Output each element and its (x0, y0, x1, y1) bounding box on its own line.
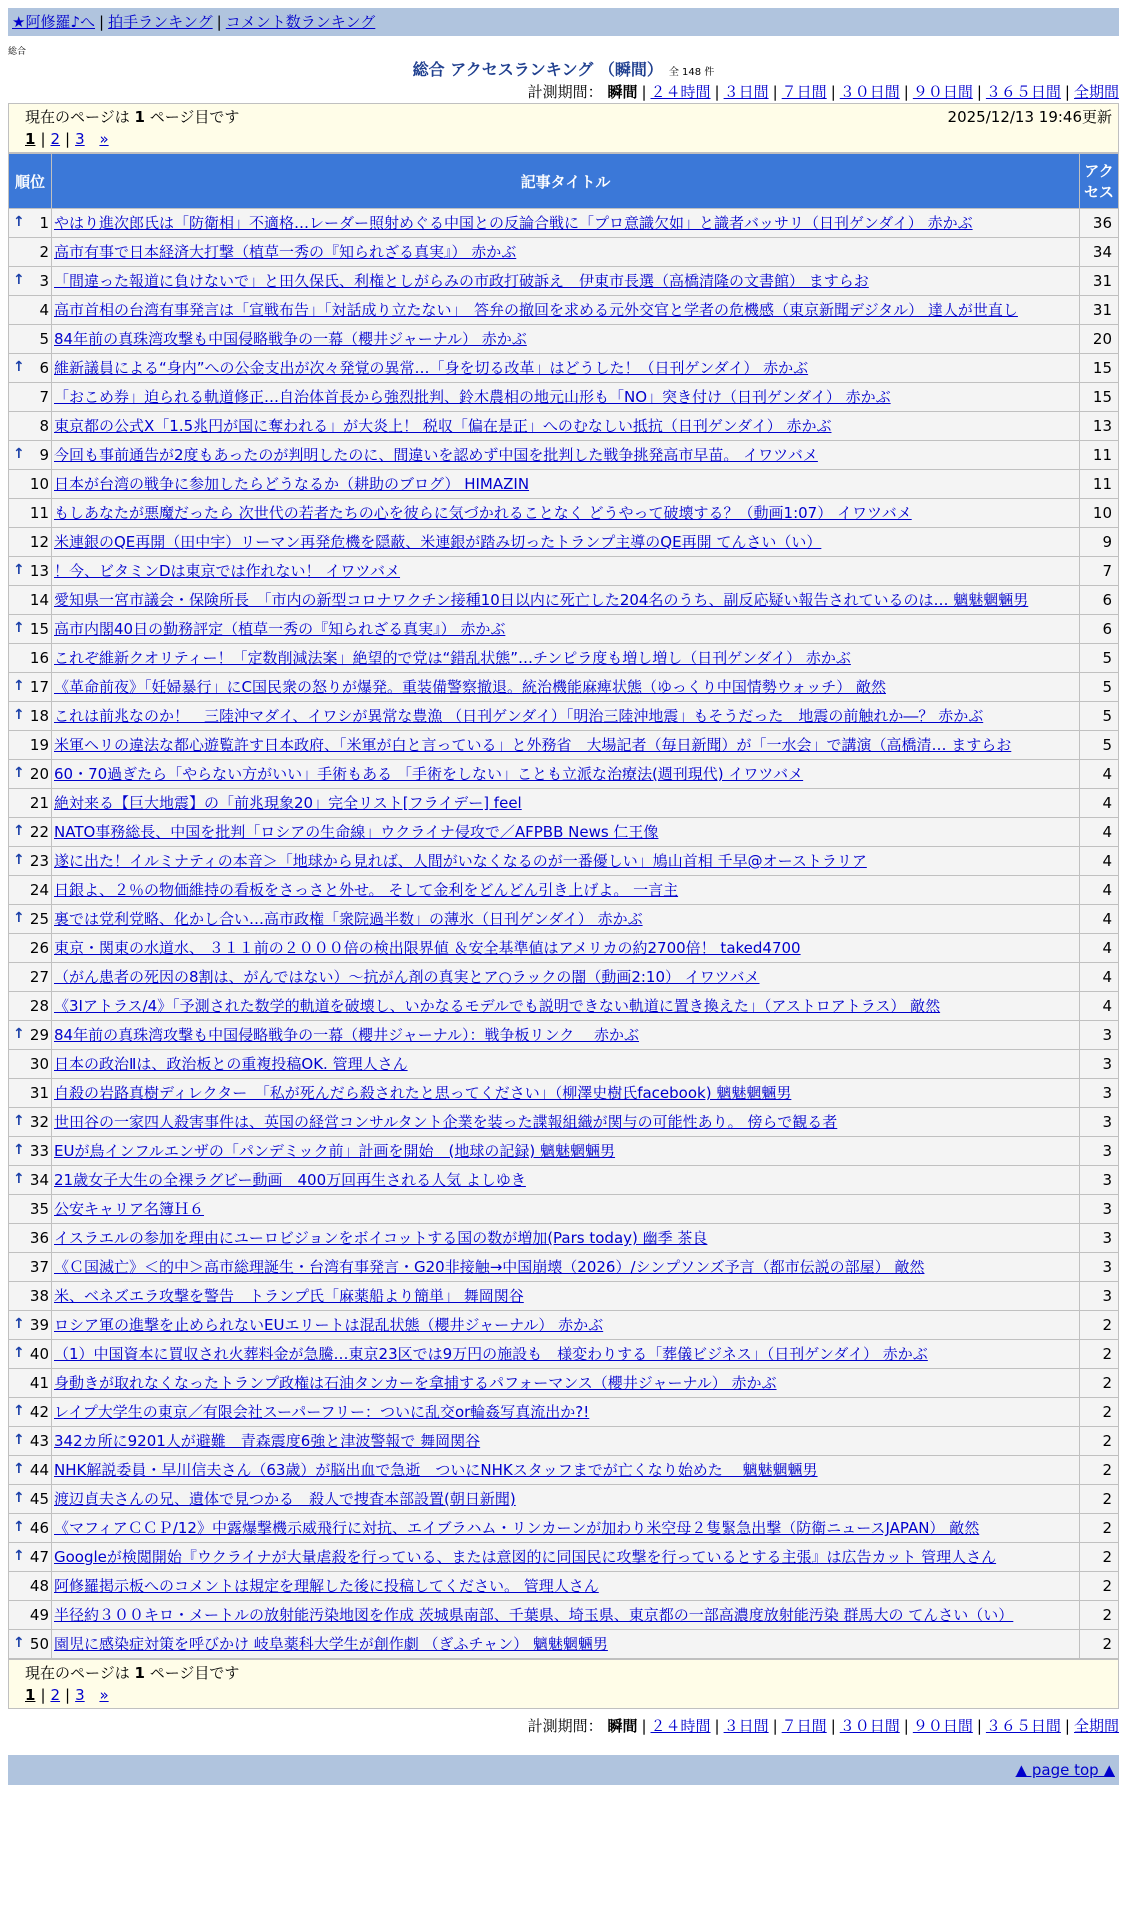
table-row (9, 1282, 1118, 1310)
table-row (9, 1079, 1118, 1107)
article-title-link[interactable]: もしあなたが悪魔だったら 次世代の若者たちの心を彼らに気づかれることなく どうやって破壊する？（動画1:07） イワツバメ (54, 504, 912, 522)
up-arrow-icon: ↑ (13, 1432, 25, 1448)
table-row (9, 934, 1118, 962)
rank-number: 43 (29, 1432, 49, 1450)
table-row (9, 1572, 1118, 1600)
article-title-link[interactable]: 裏では党利党略、化かし合い…高市政権「衆院過半数」の薄氷（日刊ゲンダイ） 赤かぶ (54, 910, 643, 928)
period-option[interactable]: 全期間 (1073, 1717, 1119, 1735)
up-arrow-icon: ↑ (13, 620, 25, 636)
period-option[interactable]: ３０日間 (839, 1717, 900, 1735)
article-title-link[interactable]: 維新議員による“身内”への公金支出が次々発覚の異常…「身を切る改革」はどうした！（日刊ゲンダイ） 赤かぶ (54, 359, 809, 377)
home-link[interactable]: ★阿修羅♪へ (12, 13, 96, 31)
rank-number: 10 (29, 475, 49, 493)
article-title-link[interactable]: 渡辺貞夫さんの兄、遺体で見つかる 殺人で捜査本部設置(朝日新聞) (54, 1490, 516, 1508)
article-title-link[interactable]: 日本の政治Ⅱは、政治板との重複投稿OK. 管理人さん (54, 1055, 408, 1073)
table-row (9, 1514, 1118, 1542)
access-count: 2 (1080, 1311, 1118, 1339)
article-title-link[interactable]: 阿修羅掲示板へのコメントは規定を理解した後に投稿してください。 管理人さん (54, 1577, 599, 1595)
period-option[interactable]: ３日間 (723, 83, 769, 101)
access-count: 4 (1080, 992, 1118, 1020)
access-count: 2 (1080, 1485, 1118, 1513)
period-label: 計測期間： (527, 1717, 608, 1735)
access-count: 2 (1080, 1340, 1118, 1368)
rank-number: 26 (29, 939, 49, 957)
page-link[interactable]: » (99, 130, 109, 148)
up-arrow-icon: ↑ (13, 1519, 25, 1535)
up-arrow-icon: ↑ (13, 1171, 25, 1187)
table-row (9, 731, 1118, 759)
rank-number: 47 (29, 1548, 49, 1566)
rank-number: 22 (29, 823, 49, 841)
rank-number: 30 (29, 1055, 49, 1073)
article-title-link[interactable]: 東京都の公式X「1.5兆円が国に奪われる」が大炎上！ 税収「偏在是正」へのむなしい抵抗（日刊ゲンダイ） 赤かぶ (54, 417, 832, 435)
article-title-link[interactable]: イスラエルの参加を理由にユーロビジョンをボイコットする国の数が増加(Pars today) 幽季 茶良 (54, 1229, 708, 1247)
rank-number: 21 (29, 794, 49, 812)
article-title-link[interactable]: 「間違った報道に負けないで」と田久保氏、利権としがらみの市政打破訴え 伊東市長選（高橋清隆の文書館） ますらお (54, 272, 869, 290)
access-count: 5 (1080, 673, 1118, 701)
access-count: 3 (1080, 1079, 1118, 1107)
access-count: 3 (1080, 1224, 1118, 1252)
table-row (9, 557, 1118, 585)
article-title-link[interactable]: 今回も事前通告が2度もあったのが判明したのに、間違いを認めず中国を批判した戦争挑発高市早苗。 イワツバメ (54, 446, 818, 464)
access-count: 6 (1080, 586, 1118, 614)
rank-number: 27 (29, 968, 49, 986)
up-arrow-icon: ↑ (13, 1490, 25, 1506)
up-arrow-icon: ↑ (13, 765, 25, 781)
page-link-current[interactable]: 1 (25, 1686, 36, 1704)
period-selector-top: 計測期間： 瞬間 | ２４時間 | ３日間 | ７日間 | ３０日間 | ９０日間 | ３６５日間 | 全期間 (527, 83, 1119, 101)
up-arrow-icon: ↑ (13, 1113, 25, 1129)
table-row (9, 760, 1118, 788)
up-arrow-icon: ↑ (13, 707, 25, 723)
table-row (9, 325, 1118, 353)
top-nav-bar: ★阿修羅♪へ | 拍手ランキング | コメント数ランキング (8, 8, 1119, 36)
access-count: 2 (1080, 1427, 1118, 1455)
access-count: 2 (1080, 1369, 1118, 1397)
rank-number: 3 (39, 272, 49, 290)
rank-number: 13 (29, 562, 49, 580)
updated-timestamp: 2025/12/13 19:46更新 (947, 108, 1112, 126)
article-title-link[interactable]: 世田谷の一家四人殺害事件は、英国の経営コンサルタント企業を装った諜報組織が関与の可能性あり。 傍らで観る者 (54, 1113, 838, 1131)
table-row (9, 789, 1118, 817)
table-row (9, 267, 1118, 295)
period-option[interactable]: ３６５日間 (985, 83, 1061, 101)
rank-number: 45 (29, 1490, 49, 1508)
access-header: アクセス (1080, 154, 1118, 208)
period-option[interactable]: ２４時間 (650, 83, 711, 101)
up-arrow-icon: ↑ (13, 446, 25, 462)
article-title-link[interactable]: 絶対来る【巨大地震】の「前兆現象20」完全リスト[フライデー] feel (54, 794, 522, 812)
access-count: 34 (1080, 238, 1118, 266)
access-count: 13 (1080, 412, 1118, 440)
up-arrow-icon: ↑ (13, 1461, 25, 1477)
table-row (9, 238, 1118, 266)
access-count: 3 (1080, 1253, 1118, 1281)
page-title-line (8, 59, 1119, 81)
article-title-link[interactable]: 遂に出た！イルミナティの本音＞「地球から見れば、人間がいなくなるのが一番優しい」鳩山首相 千早@オーストラリア (54, 852, 867, 870)
access-count: 20 (1080, 325, 1118, 353)
article-title-link[interactable]: 高市内閣40日の勤務評定（植草一秀の『知られざる真実』） 赤かぶ (54, 620, 506, 638)
period-option[interactable]: ９０日間 (912, 1717, 973, 1735)
page-link[interactable]: 2 (50, 130, 61, 148)
access-count: 9 (1080, 528, 1118, 556)
pagination-top: 1 | 2 | 3 » (25, 130, 109, 148)
table-row (9, 876, 1118, 904)
up-arrow-icon: ↑ (13, 562, 25, 578)
rank-number: 4 (39, 301, 49, 319)
article-title-link[interactable]: ！今、ビタミンDは東京では作れない！ イワツバメ (54, 562, 401, 580)
rank-number: 35 (29, 1200, 49, 1218)
table-row (9, 615, 1118, 643)
up-arrow-icon: ↑ (13, 1026, 25, 1042)
page-link[interactable]: 3 (75, 130, 85, 148)
rank-number: 39 (29, 1316, 49, 1334)
rank-number: 38 (29, 1287, 49, 1305)
article-title-link[interactable]: 84年前の真珠湾攻撃も中国侵略戦争の一幕（櫻井ジャーナル）：戦争板リンク 赤かぶ (54, 1026, 640, 1044)
access-count: 2 (1080, 1543, 1118, 1571)
table-row (9, 586, 1118, 614)
category-label: 総合 (8, 47, 27, 57)
page-link-current[interactable]: 1 (25, 130, 36, 148)
access-count: 2 (1080, 1398, 1118, 1426)
table-row (9, 1021, 1118, 1049)
rank-number: 32 (29, 1113, 49, 1131)
rank-number: 20 (29, 765, 49, 783)
table-row (9, 528, 1118, 556)
page-link[interactable]: » (99, 1686, 109, 1704)
rank-number: 40 (29, 1345, 49, 1363)
up-arrow-icon: ↑ (13, 1345, 25, 1361)
period-selector-bottom: 計測期間： 瞬間 | ２４時間 | ３日間 | ７日間 | ３０日間 | ９０日間 | ３６５日間 | 全期間 (527, 1717, 1119, 1735)
current-page-text-bottom: 現在のページは 1 ページ目です (25, 1664, 240, 1682)
period-option[interactable]: ９０日間 (912, 83, 973, 101)
title-header: 記事タイトル (52, 154, 1079, 208)
rank-number: 50 (29, 1635, 49, 1653)
access-count: 15 (1080, 383, 1118, 411)
article-title-link[interactable]: （がん患者の死因の8割は、がんではない）～抗がん剤の真実とア○ラックの闇（動画2:10） イワツバメ (54, 968, 760, 986)
up-arrow-icon: ↑ (13, 1403, 25, 1419)
rank-header: 順位 (9, 154, 51, 208)
access-count: 4 (1080, 905, 1118, 933)
access-count: 2 (1080, 1630, 1118, 1658)
table-row (9, 383, 1118, 411)
article-title-link[interactable]: NHK解説委員・早川信夫さん（63歳）が脳出血で急逝 ついにNHKスタッフまでが亡くなり始めた 魑魅魍魎男 (54, 1461, 818, 1479)
access-count: 4 (1080, 876, 1118, 904)
article-title-link[interactable]: 高市有事で日本経済大打撃（植草一秀の『知られざる真実』） 赤かぶ (54, 243, 517, 261)
table-row (9, 905, 1118, 933)
period-option: 瞬間 (607, 1717, 638, 1735)
table-row (9, 1398, 1118, 1426)
access-count: 31 (1080, 296, 1118, 324)
rank-number: 25 (29, 910, 49, 928)
access-count: 2 (1080, 1456, 1118, 1484)
article-title-link[interactable]: 21歳女子大生の全裸ラグビー動画 400万回再生される人気 よしゆき (54, 1171, 526, 1189)
period-option[interactable]: ２４時間 (650, 1717, 711, 1735)
table-row (9, 499, 1118, 527)
access-count: 5 (1080, 731, 1118, 759)
access-count: 3 (1080, 1021, 1118, 1049)
article-title-link[interactable]: ロシア軍の進撃を止められないEUエリートは混乱状態（櫻井ジャーナル） 赤かぶ (54, 1316, 604, 1334)
up-arrow-icon: ↑ (13, 1635, 25, 1651)
table-row (9, 702, 1118, 730)
rank-number: 2 (39, 243, 49, 261)
period-option[interactable]: ７日間 (781, 83, 827, 101)
up-arrow-icon: ↑ (13, 678, 25, 694)
page-info-box-bottom (8, 1659, 1119, 1709)
article-title-link[interactable]: 日本が台湾の戦争に参加したらどうなるか（耕助のブログ） HIMAZIN (54, 475, 530, 493)
comment-ranking-link[interactable]: コメント数ランキング (225, 13, 376, 31)
rank-number: 36 (29, 1229, 49, 1247)
table-row (9, 1137, 1118, 1165)
article-title-link[interactable]: これは前兆なのか！ 三陸沖マダイ、イワシが異常な豊漁 （日刊ゲンダイ）「明治三陸沖地震」もそうだった 地震の前触れか―？ 赤かぶ (54, 707, 984, 725)
article-title-link[interactable]: 60・70過ぎたら「やらない方がいい」手術もある 「手術をしない」ことも立派な治療法(週刊現代) イワツバメ (54, 765, 804, 783)
access-count: 4 (1080, 934, 1118, 962)
access-count: 4 (1080, 760, 1118, 788)
table-row (9, 354, 1118, 382)
up-arrow-icon: ↑ (13, 1142, 25, 1158)
rank-number: 24 (29, 881, 49, 899)
up-arrow-icon: ↑ (13, 359, 25, 375)
rank-number: 12 (29, 533, 49, 551)
table-row (9, 818, 1118, 846)
article-title-link[interactable]: 身動きが取れなくなったトランプ政権は石油タンカーを拿捕するパフォーマンス（櫻井ジャーナル） 赤かぶ (54, 1374, 777, 1392)
rank-number: 23 (29, 852, 49, 870)
article-title-link[interactable]: レイプ大学生の東京／有限会社スーパーフリー：ついに乱交or輪姦写真流出か?! (54, 1403, 590, 1421)
rank-number: 9 (39, 446, 49, 464)
period-option[interactable]: ３日間 (723, 1717, 769, 1735)
table-row (9, 441, 1118, 469)
rank-number: 18 (29, 707, 49, 725)
rank-number: 8 (39, 417, 49, 435)
access-count: 15 (1080, 354, 1118, 382)
rank-number: 7 (39, 388, 49, 406)
rank-number: 41 (29, 1374, 49, 1392)
period-option[interactable]: ７日間 (781, 1717, 827, 1735)
access-count: 7 (1080, 557, 1118, 585)
total-count: 全 148 件 (668, 67, 715, 78)
article-title-link[interactable]: 《3Iアトラス/4》「予測された数学的軌道を破壊し、いかなるモデルでも説明できない軌道に置き換えた」（アストロアトラス） 敵然 (54, 997, 941, 1015)
rank-number: 17 (29, 678, 49, 696)
access-count: 3 (1080, 1137, 1118, 1165)
up-arrow-icon: ↑ (13, 823, 25, 839)
table-row (9, 1630, 1118, 1658)
table-row (9, 1253, 1118, 1281)
table-row (9, 470, 1118, 498)
up-arrow-icon: ↑ (13, 214, 25, 230)
article-title-link[interactable]: 342カ所に9201人が避難 青森震度6強と津波警報で 舞岡関谷 (54, 1432, 481, 1450)
table-row (9, 963, 1118, 991)
period-option: 瞬間 (607, 83, 638, 101)
table-row (9, 1050, 1118, 1078)
table-row (9, 673, 1118, 701)
article-title-link[interactable]: NATO事務総長、中国を批判「ロシアの生命線」ウクライナ侵攻で／AFPBB News 仁王像 (54, 823, 659, 841)
article-title-link[interactable]: 自殺の岩路真樹ディレクター 「私が死んだら殺されたと思ってください」（柳澤史樹氏facebook) 魑魅魍魎男 (54, 1084, 792, 1102)
page-link[interactable]: 2 (50, 1686, 61, 1704)
period-option[interactable]: ３０日間 (839, 83, 900, 101)
rank-number: 5 (39, 330, 49, 348)
access-count: 6 (1080, 615, 1118, 643)
access-count: 3 (1080, 1282, 1118, 1310)
rank-number: 19 (29, 736, 49, 754)
rank-number: 44 (29, 1461, 49, 1479)
rank-number: 37 (29, 1258, 49, 1276)
rank-number: 49 (29, 1606, 49, 1624)
table-row (9, 1543, 1118, 1571)
up-arrow-icon: ↑ (13, 852, 25, 868)
article-title-link[interactable]: 「おこめ券」迫られる軌道修正…自治体首長から強烈批判、鈴木農相の地元山形も「NO」突き付け（日刊ゲンダイ） 赤かぶ (54, 388, 891, 406)
access-count: 3 (1080, 1050, 1118, 1078)
table-row (9, 1340, 1118, 1368)
rank-number: 33 (29, 1142, 49, 1160)
article-title-link[interactable]: 半径約３００キロ・メートルの放射能汚染地図を作成 茨城県南部、千葉県、埼玉県、東京都の一部高濃度放射能汚染 群馬大の てんさい（い） (54, 1606, 1014, 1624)
page-top-link[interactable]: ▲ page top ▲ (1015, 1761, 1115, 1779)
table-row (9, 296, 1118, 324)
article-title-link[interactable]: （1）中国資本に買収され火葬料金が急騰…東京23区では9万円の施設も 様変わりする「葬儀ビジネス」（日刊ゲンダイ） 赤かぶ (54, 1345, 928, 1363)
article-title-link[interactable]: 日銀よ、２％の物価維持の看板をさっさと外せ。 そして金利をどんどん引き上げよ。 一言主 (54, 881, 679, 899)
rank-number: 6 (39, 359, 49, 377)
rank-number: 42 (29, 1403, 49, 1421)
rank-number: 1 (39, 214, 49, 232)
access-count: 4 (1080, 847, 1118, 875)
up-arrow-icon: ↑ (13, 272, 25, 288)
rank-number: 46 (29, 1519, 49, 1537)
rank-number: 15 (29, 620, 49, 638)
access-count: 2 (1080, 1572, 1118, 1600)
access-count: 4 (1080, 789, 1118, 817)
page-link[interactable]: 3 (75, 1686, 85, 1704)
access-count: 36 (1080, 209, 1118, 237)
current-page-text: 現在のページは 1 ページ目です (25, 108, 240, 126)
article-title-link[interactable]: 84年前の真珠湾攻撃も中国侵略戦争の一幕（櫻井ジャーナル） 赤かぶ (54, 330, 527, 348)
table-row (9, 1369, 1118, 1397)
rank-number: 16 (29, 649, 49, 667)
access-count: 5 (1080, 702, 1118, 730)
up-arrow-icon: ↑ (13, 1316, 25, 1332)
clap-ranking-link[interactable]: 拍手ランキング (108, 13, 213, 31)
rank-number: 14 (29, 591, 49, 609)
article-title-link[interactable]: EUが鳥インフルエンザの「パンデミック前」計画を開始 (地球の記録) 魑魅魍魎男 (54, 1142, 616, 1160)
rank-number: 34 (29, 1171, 49, 1189)
article-title-link[interactable]: 公安キャリア名簿Ｈ６ (54, 1200, 205, 1218)
article-title-link[interactable]: やはり進次郎氏は「防衛相」不適格…レーダー照射めぐる中国との反論合戦に「プロ意識欠如」と識者バッサリ（日刊ゲンダイ） 赤かぶ (54, 214, 973, 232)
article-title-link[interactable]: 米、ベネズエラ攻撃を警告 トランプ氏「麻薬船より簡単」 舞岡関谷 (54, 1287, 524, 1305)
table-row (9, 1427, 1118, 1455)
article-title-link[interactable]: 《革命前夜》「妊婦暴行」にC国民衆の怒りが爆発。重装備警察撤退。統治機能麻痺状態（ゆっくり中国情勢ウォッチ） 敵然 (54, 678, 886, 696)
page-title: 総合 アクセスランキング （瞬間） (412, 60, 663, 79)
access-count: 3 (1080, 1195, 1118, 1223)
table-row (9, 1166, 1118, 1194)
table-row (9, 644, 1118, 672)
article-title-link[interactable]: 高市首相の台湾有事発言は「宣戦布告」「対話成り立たない」 答弁の撤回を求める元外交官と学者の危機感（東京新聞デジタル） 達人が世直し (54, 301, 1018, 319)
table-row (9, 1311, 1118, 1339)
pagination-bottom: 1 | 2 | 3 » (25, 1686, 109, 1704)
access-count: 10 (1080, 499, 1118, 527)
access-count: 2 (1080, 1601, 1118, 1629)
rank-number: 29 (29, 1026, 49, 1044)
article-title-link[interactable]: 米連銀のQE再開（田中宇）リーマン再発危機を隠蔽、米連銀が踏み切ったトランプ主導のQE再開 てんさい（い） (54, 533, 822, 551)
rank-number: 11 (29, 504, 49, 522)
table-row (9, 847, 1118, 875)
table-row (9, 209, 1118, 237)
article-title-link[interactable]: 園児に感染症対策を呼びかけ 岐阜薬科大学生が創作劇 （ぎふチャン） 魑魅魍魎男 (54, 1635, 608, 1653)
ranking-table (8, 153, 1119, 1659)
table-row (9, 412, 1118, 440)
footer-bar (8, 1755, 1119, 1785)
article-title-link[interactable]: 東京・関東の水道水、 ３１１前の２０００倍の検出限界値 ＆安全基準値はアメリカの約2700倍！ taked4700 (54, 939, 801, 957)
page-info-box-top (8, 103, 1119, 153)
article-title-link[interactable]: 《マフィアＣＣＰ/12》中露爆撃機示威飛行に対抗、エイブラハム・リンカーンが加わり米空母２隻緊急出撃（防衛ニュースJAPAN） 敵然 (54, 1519, 980, 1537)
access-count: 3 (1080, 1166, 1118, 1194)
rank-number: 28 (29, 997, 49, 1015)
access-count: 31 (1080, 267, 1118, 295)
article-title-link[interactable]: これぞ維新クオリティー！「定数削減法案」絶望的で党は“錯乱状態”…チンピラ度も増し増し（日刊ゲンダイ） 赤かぶ (54, 649, 851, 667)
period-label: 計測期間： (527, 83, 608, 101)
access-count: 11 (1080, 441, 1118, 469)
access-count: 2 (1080, 1514, 1118, 1542)
table-row (9, 1224, 1118, 1252)
table-row (9, 1485, 1118, 1513)
article-title-link[interactable]: 米軍ヘリの違法な都心遊覧許す日本政府、「米軍が白と言っている」と外務省 大場記者（毎日新聞）が「一水会」で講演（高橋清… ますらお (54, 736, 1012, 754)
period-option[interactable]: 全期間 (1073, 83, 1119, 101)
rank-number: 31 (29, 1084, 49, 1102)
access-count: 11 (1080, 470, 1118, 498)
table-row (9, 1108, 1118, 1136)
up-arrow-icon: ↑ (13, 910, 25, 926)
up-arrow-icon: ↑ (13, 1548, 25, 1564)
table-row (9, 1195, 1118, 1223)
article-title-link[interactable]: 《Ｃ国滅亡》＜的中＞高市総理誕生・台湾有事発言・G20非接触→中国崩壊（2026）/シンプソンズ予言（都市伝説の部屋） 敵然 (54, 1258, 925, 1276)
access-count: 5 (1080, 644, 1118, 672)
article-title-link[interactable]: Googleが検閲開始『ウクライナが大量虐殺を行っている、または意図的に同国民に攻撃を行っているとする主張』は広告カット 管理人さん (54, 1548, 997, 1566)
access-count: 4 (1080, 963, 1118, 991)
period-option[interactable]: ３６５日間 (985, 1717, 1061, 1735)
article-title-link[interactable]: 愛知県一宮市議会・保険所長 「市内の新型コロナワクチン接種10日以内に死亡した204名のうち、副反応疑い報告されているのは… 魑魅魍魎男 (54, 591, 1029, 609)
table-row (9, 992, 1118, 1020)
table-row (9, 1601, 1118, 1629)
access-count: 3 (1080, 1108, 1118, 1136)
rank-number: 48 (29, 1577, 49, 1595)
table-row (9, 1456, 1118, 1484)
access-count: 4 (1080, 818, 1118, 846)
